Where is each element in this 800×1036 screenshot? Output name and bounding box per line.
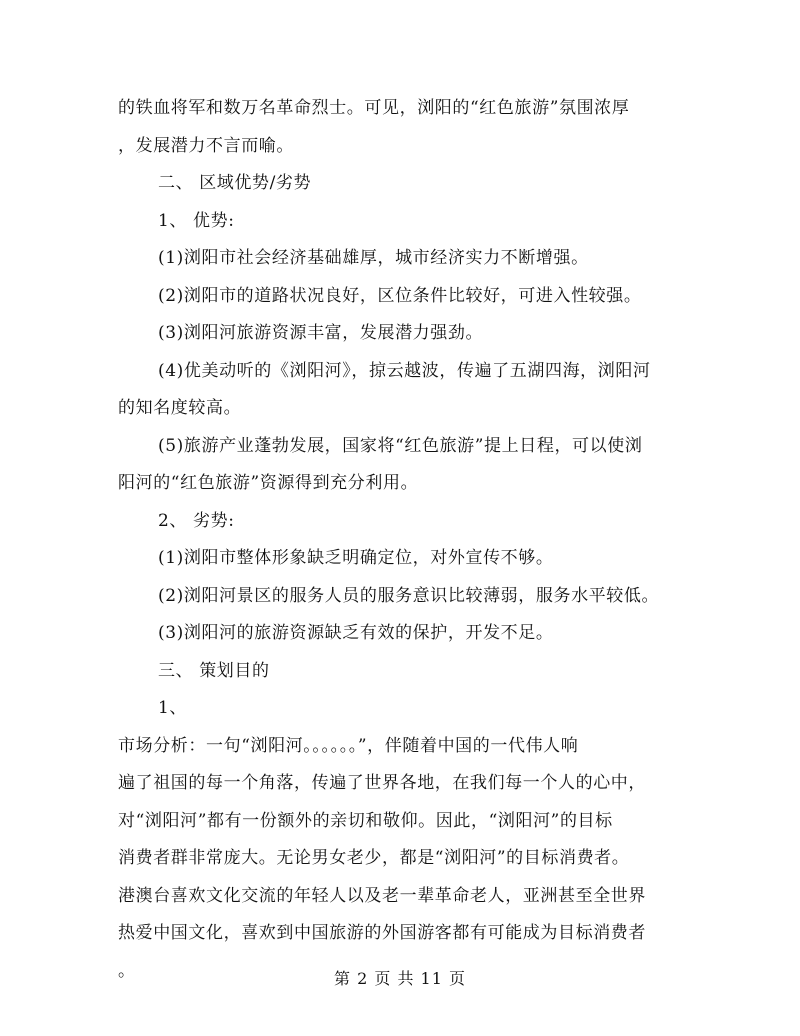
text-line: ，发展潜力不言而喻。	[118, 135, 294, 156]
list-item: (4)优美动听的《浏阳河》，掠云越波，传遍了五湖四海，浏阳河	[158, 360, 651, 381]
text-line: 消费者群非常庞大。无论男女老少，都是“浏阳河”的目标消费者。	[118, 848, 630, 868]
section-heading: 三、 策划目的	[158, 660, 270, 681]
text-line: 对“浏阳河”都有一份额外的亲切和敬仰。因此，“浏阳河”的目标	[118, 810, 613, 831]
list-item: (1)浏阳市整体形象缺乏明确定位，对外宣传不够。	[158, 548, 554, 568]
list-item: (2)浏阳市的道路状况良好，区位条件比较好，可进入性较强。	[158, 285, 642, 306]
text-line: 。	[118, 960, 136, 981]
text-line: 的知名度较高。	[118, 398, 242, 418]
subsection-heading: 2、 劣势:	[158, 510, 235, 531]
list-item: (3)浏阳河的旅游资源缺乏有效的保护，开发不足。	[158, 623, 554, 643]
text-line: 港澳台喜欢文化交流的年轻人以及老一辈革命老人，亚洲甚至全世界	[118, 885, 646, 906]
text-line: 阳河的“红色旅游”资源得到充分利用。	[118, 473, 419, 493]
subsection-heading: 1、 优势:	[158, 210, 235, 231]
text-line: 市场分析：一句“浏阳河。。。。。。”，伴随着中国的一代伟人响	[118, 735, 579, 756]
text-line: 的铁血将军和数万名革命烈士。可见，浏阳的“红色旅游”氛围浓厚	[118, 98, 630, 118]
document-body	[118, 90, 688, 990]
subsection-heading: 1、	[158, 698, 188, 718]
page-number-footer: 第 2 页 共 11 页	[334, 969, 466, 988]
section-heading: 二、 区域优势/劣势	[158, 173, 312, 193]
list-item: (3)浏阳河旅游资源丰富，发展潜力强劲。	[158, 323, 484, 343]
list-item: (2)浏阳河景区的服务人员的服务意识比较薄弱，服务水平较低。	[158, 585, 660, 606]
list-item: (1)浏阳市社会经济基础雄厚，城市经济实力不断增强。	[158, 248, 589, 268]
text-line: 遍了祖国的每一个角落，传遍了世界各地，在我们每一个人的心中，	[118, 773, 646, 793]
text-line: 热爱中国文化，喜欢到中国旅游的外国游客都有可能成为目标消费者	[118, 923, 646, 943]
list-item: (5)旅游产业蓬勃发展，国家将“红色旅游”提上日程，可以使浏	[158, 435, 643, 456]
